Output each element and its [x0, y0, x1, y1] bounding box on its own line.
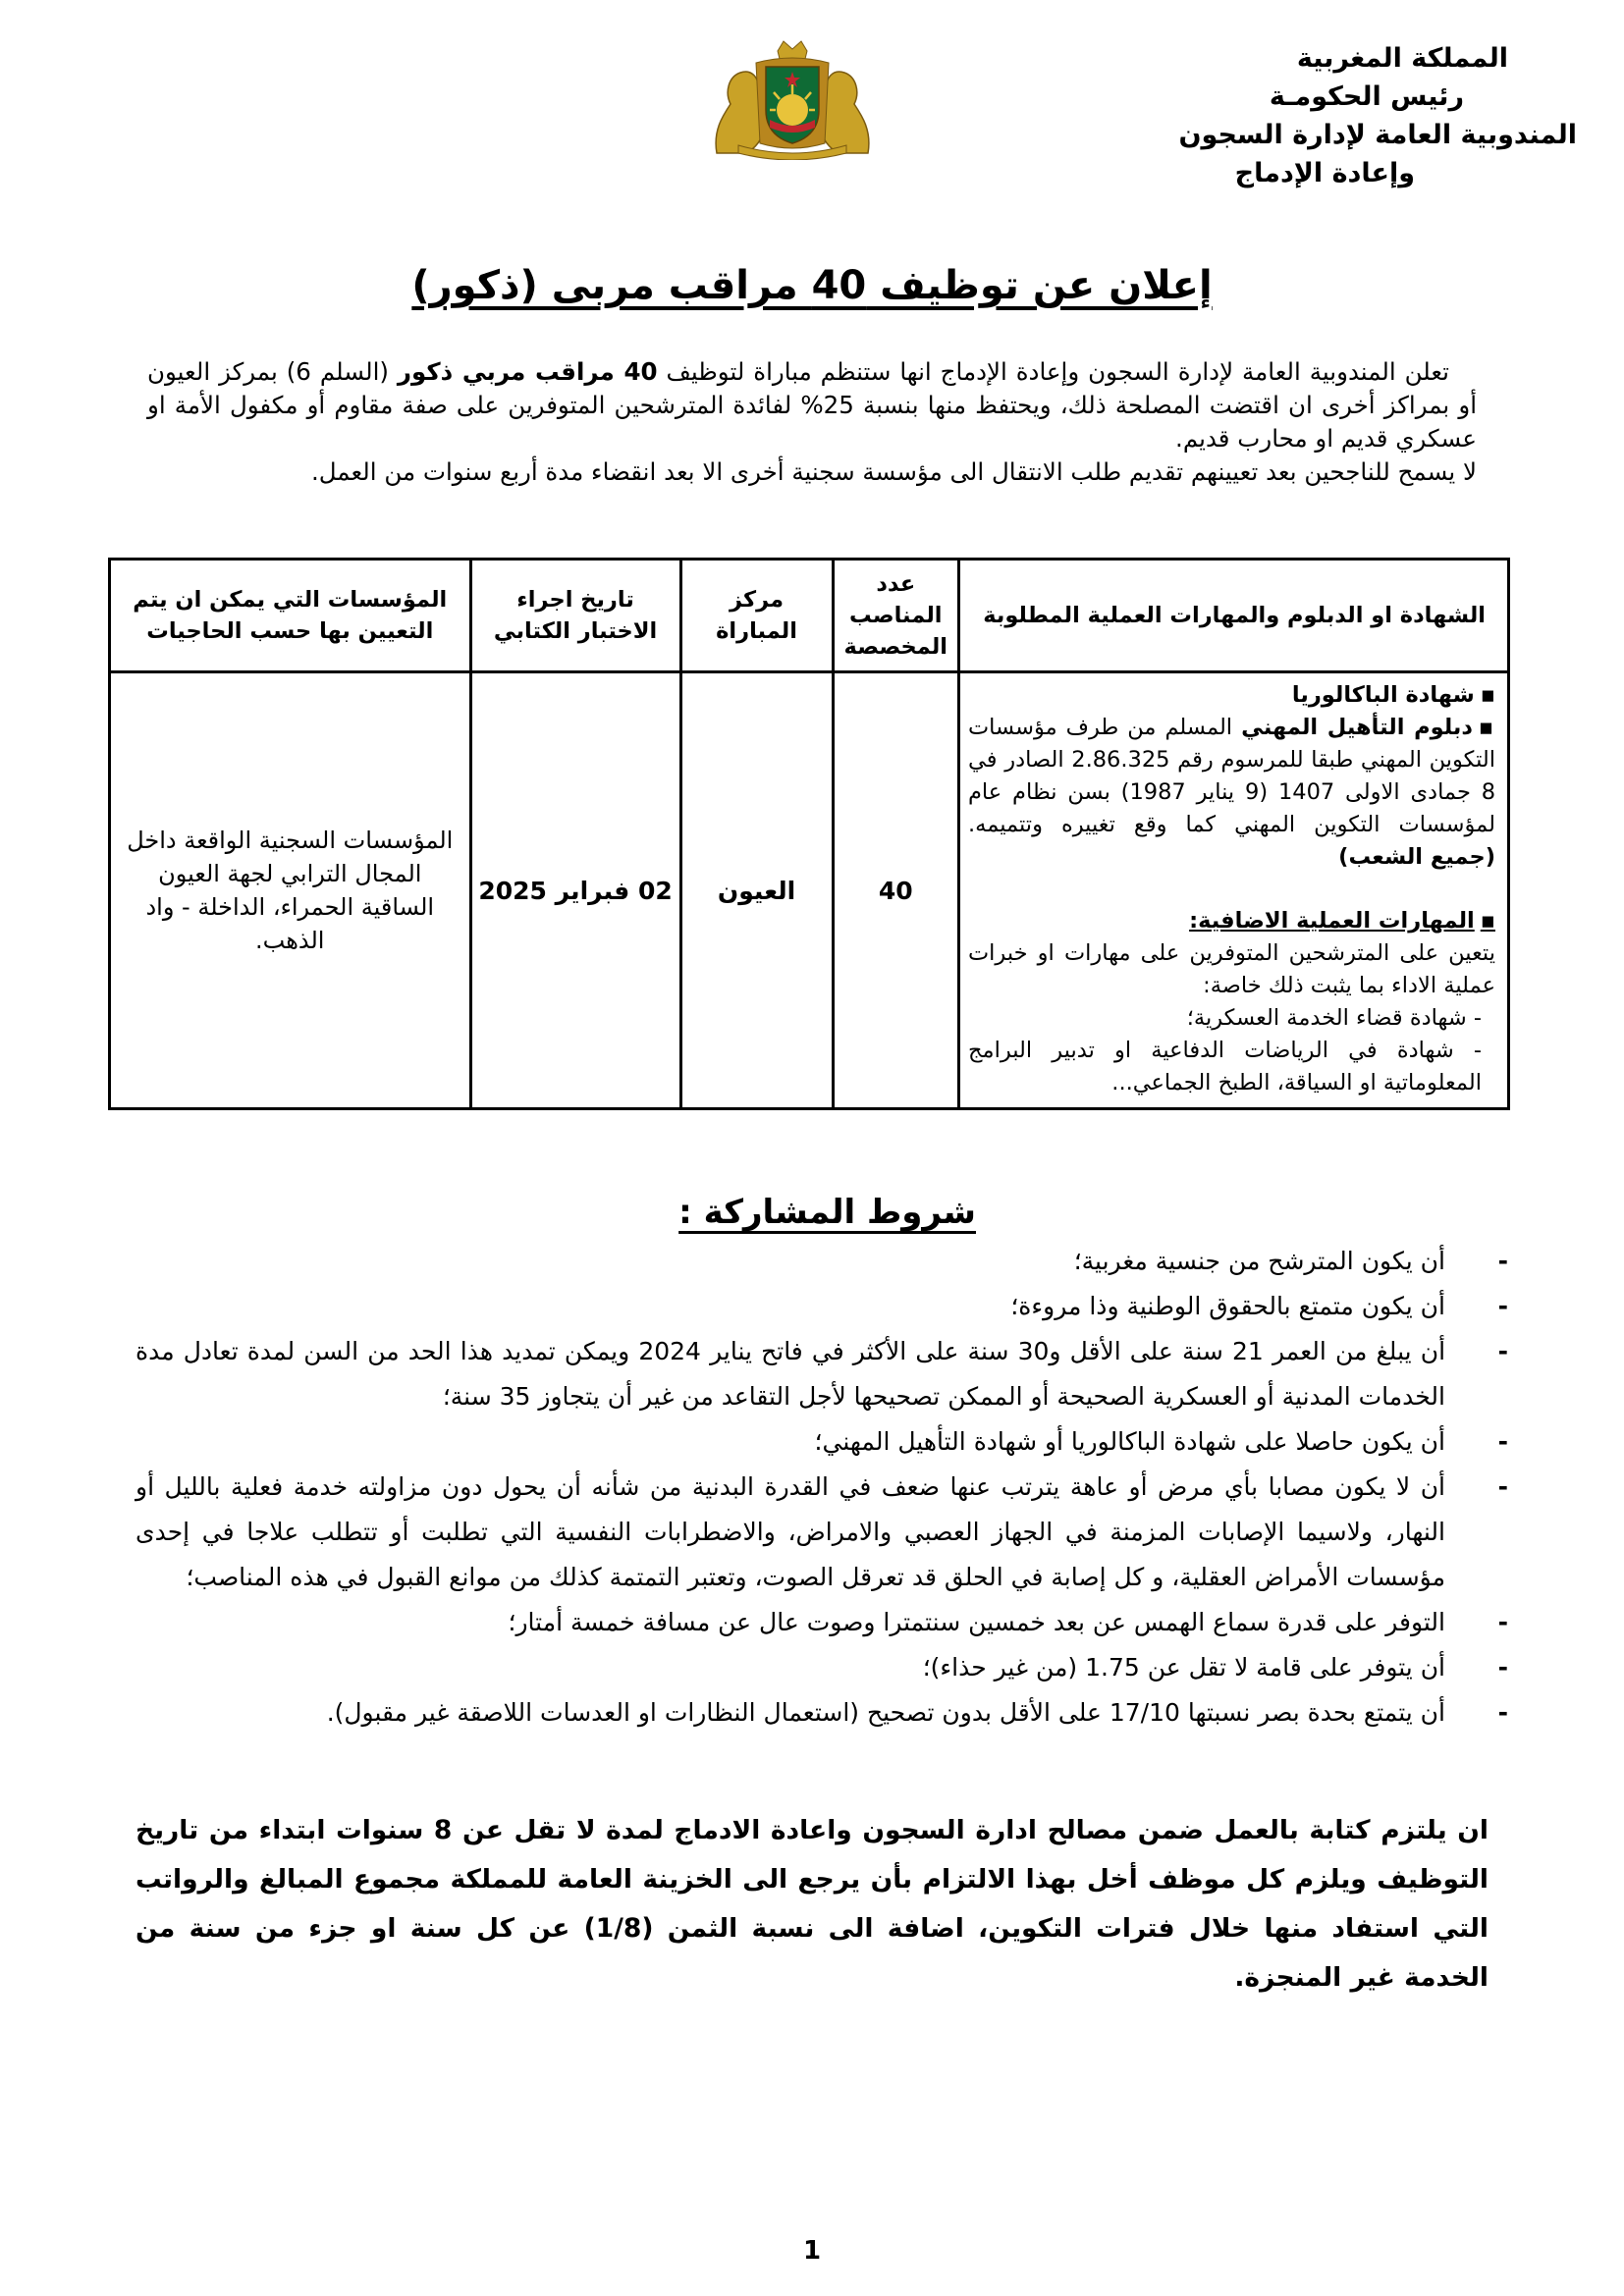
list-item: - أن يتمتع بحدة بصر نسبتها 17/10 على الأقل بدون تصحيح (استعمال النظارات او العدسات اللاصقة غير مقبول). — [135, 1690, 1508, 1735]
requirement-bac-text: ▪ شهادة الباكالوريا — [1292, 682, 1495, 708]
requirement-bac — [968, 679, 1495, 712]
intro-text-bold: 40 مراقب مربي ذكور — [397, 357, 658, 386]
announcement-title-wrap — [0, 263, 1624, 308]
skills-title-line — [968, 905, 1495, 937]
conditions-list — [135, 1239, 1508, 1735]
positions-table — [108, 558, 1510, 1110]
requirement-diploma-title: ▪ دبلوم التأهيل المهني — [1241, 715, 1495, 740]
intro-text-1 — [147, 355, 1477, 455]
table-row — [110, 672, 1509, 1109]
header-date: تاريخ اجراء الاختبار الكتابي — [470, 560, 680, 672]
skill-item: - شهادة في الرياضات الدفاعية او تدبير البرامج المعلوماتية او السياقة، الطبخ الجماعي... — [968, 1038, 1482, 1095]
header-institutions: المؤسسات التي يمكن ان يتم التعيين بها حسب الحاجيات — [110, 560, 471, 672]
intro-paragraph — [147, 355, 1477, 489]
list-item: - أن يبلغ من العمر 21 سنة على الأقل و30 سنة على الأكثر في فاتح يناير 2024 ويمكن تمديد هذا الحد من السن لمدة تعادل مدة الخدمات المدنية أو العسكرية الصحيحة أو الممكن تصحيحها لأجل التقاعد من غير أن يتجاوز 35 سنة؛ — [135, 1329, 1508, 1419]
org-line-reintegration: وإعادة الإدماج — [1234, 158, 1415, 188]
intro-text-end: (السلم 6) بمركز العيون أو بمراكز أخرى ان اقتضت المصلحة ذلك، ويحتفظ منها بنسبة 25% لفائدة المترشحين المتوفرين على صفة مقاوم أو مكفول الأمة او عسكري قديم او محارب قديم. — [147, 357, 1478, 453]
organisation-header — [1096, 39, 1577, 192]
list-item: - أن لا يكون مصابا بأي مرض أو عاهة يترتب عنها ضعف في القدرة البدنية من شأنه أن يحول دون مزاولته خدمة فعلية بالليل أو النهار، ولاسيما الإصابات المزمنة في الجهاز العصبي والامراض، والاضطرابات النفسية التي تطلبت أو تتطلب علاجا في إحدى مؤسسات الأمراض العقلية، و كل إصابة في الحلق قد تعرقل الصوت، وتعتبر التمتمة كذلك من موانع القبول في هذه المناصب؛ — [135, 1465, 1508, 1600]
skills-title: ▪ المهارات العملية الاضافية: — [1189, 908, 1495, 934]
org-line-kingdom: المملكة المغربية — [1296, 43, 1508, 74]
requirement-diploma-all: (جميع الشعب) — [1338, 844, 1495, 870]
spacer — [968, 874, 1495, 905]
institutions-cell: المؤسسات السجنية الواقعة داخل المجال الترابي لجهة العيون الساقية الحمراء، الداخلة - واد الذهب. — [110, 672, 471, 1109]
skill-item-text: شهادة قضاء الخدمة العسكرية؛ — [1186, 1005, 1467, 1031]
org-line-delegation: المندوبية العامة لإدارة السجون — [1178, 120, 1577, 150]
center-cell: العيون — [680, 672, 833, 1109]
requirement-diploma — [968, 712, 1495, 874]
list-item: - أن يتوفر على قامة لا تقل عن 1.75 (من غير حذاء)؛ — [135, 1645, 1508, 1690]
list-item: - أن يكون حاصلا على شهادة الباكالوريا أو شهادة التأهيل المهني؛ — [135, 1419, 1508, 1465]
header-requirements: الشهادة او الدبلوم والمهارات العملية المطلوبة — [959, 560, 1509, 672]
header-positions: عدد المناصب المخصصة — [833, 560, 958, 672]
morocco-coat-of-arms-icon — [709, 37, 876, 160]
date-cell: 02 فبراير 2025 — [470, 672, 680, 1109]
requirement-diploma-text: المسلم من طرف مؤسسات التكوين المهني طبقا للمرسوم رقم 2.86.325 الصادر في 8 جمادى الاولى 1407 (9 يناير 1987) بسن نظام عام لمؤسسات التكوين المهني كما وقع تغييره وتتميمه. — [968, 715, 1496, 837]
conditions-title: شروط المشاركة : — [678, 1193, 976, 1232]
table-header-row — [110, 560, 1509, 672]
intro-text-start: تعلن المندوبية العامة لإدارة السجون وإعادة الإدماج انها ستنظم مباراة لتوظيف — [657, 357, 1449, 386]
list-item: - أن يكون المترشح من جنسية مغربية؛ — [135, 1239, 1508, 1284]
org-line-government: رئيس الحكومـة — [1269, 81, 1464, 112]
list-item: - أن يكون متمتع بالحقوق الوطنية وذا مروءة؛ — [135, 1284, 1508, 1329]
page-number: 1 — [802, 2236, 822, 2266]
header-center: مركز المباراة — [680, 560, 833, 672]
skill-item-text: شهادة في الرياضات الدفاعية او تدبير البرامج المعلوماتية او السياقة، الطبخ الجماعي... — [968, 1038, 1482, 1095]
skills-intro: يتعين على المترشحين المتوفرين على مهارات او خبرات عملية الاداء بما يثبت ذلك خاصة: — [968, 940, 1495, 998]
intro-text-2: لا يسمح للناجحين بعد تعيينهم تقديم طلب الانتقال الى مؤسسة سجنية أخرى الا بعد انقضاء مدة أربع سنوات من العمل. — [310, 457, 1477, 486]
announcement-title: إعلان عن توظيف 40 مراقب مربى (ذكور) — [411, 263, 1213, 308]
positions-cell: 40 — [833, 672, 958, 1109]
requirements-cell — [959, 672, 1509, 1109]
commitment-paragraph: ان يلتزم كتابة بالعمل ضمن مصالح ادارة السجون واعادة الادماج لمدة لا تقل عن 8 سنوات ابتداء من تاريخ التوظيف ويلزم كل موظف أخل بهذا الالتزام بأن يرجع الى الخزينة العامة للمملكة مجموع المبالغ والرواتب التي استفاد منها خلال فترات التكوين، اضافة الى نسبة الثمن (1/8) عن كل سنة او جزء من سنة من الخدمة غير المنجزة. — [135, 1815, 1489, 1993]
skill-item: - شهادة قضاء الخدمة العسكرية؛ — [1186, 1005, 1482, 1031]
list-item: - التوفر على قدرة سماع الهمس عن بعد خمسين سنتمترا وصوت عال عن مسافة خمسة أمتار؛ — [135, 1600, 1508, 1645]
